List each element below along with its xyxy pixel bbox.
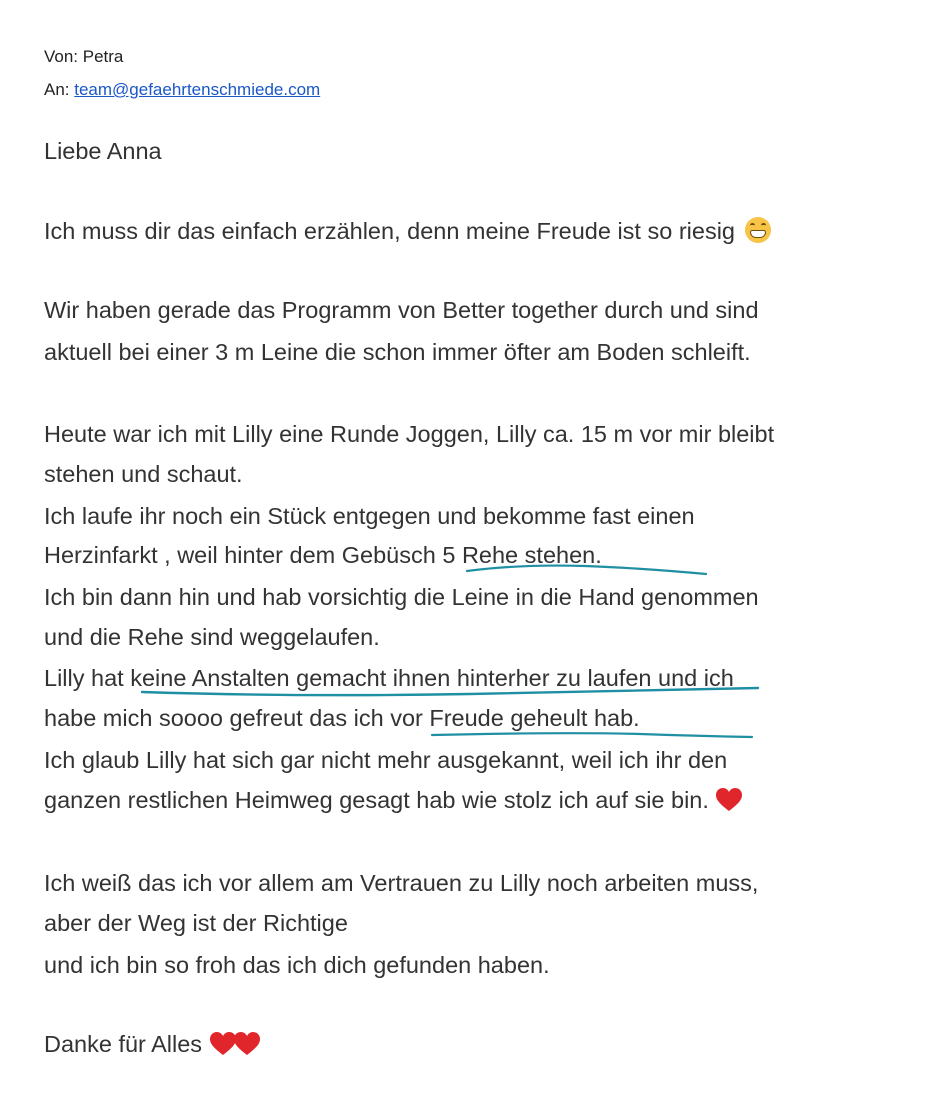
body-line: Ich bin dann hin und hab vorsichtig die Leine in die Hand genommen	[44, 584, 759, 610]
grinning-face-icon	[745, 217, 771, 243]
body-line	[44, 216, 771, 246]
body-line: stehen und schaut.	[44, 461, 243, 487]
body-line: und die Rehe sind weggelaufen.	[44, 624, 380, 650]
closing-text: Danke für Alles	[44, 1031, 203, 1057]
recipient-prefix: An:	[44, 80, 75, 99]
body-line: habe mich soooo gefreut das ich vor Freude geheult hab.	[44, 705, 640, 731]
recipient-line	[44, 80, 320, 100]
body-line-text: Ich muss dir das einfach erzählen, denn meine Freude ist so riesig	[44, 218, 735, 244]
body-line: Wir haben gerade das Programm von Better together durch und sind	[44, 297, 759, 323]
recipient-email-link[interactable]: team@gefaehrtenschmiede.com	[74, 80, 321, 99]
red-heart-icon	[233, 1031, 261, 1057]
body-line-text: ganzen restlichen Heimweg gesagt hab wie stolz ich auf sie bin.	[44, 787, 709, 813]
body-line: Herzinfarkt , weil hinter dem Gebüsch 5 Rehe stehen.	[44, 542, 602, 568]
body-line: Lilly hat keine Anstalten gemacht ihnen hinterher zu laufen und ich	[44, 665, 734, 691]
body-line: Ich weiß das ich vor allem am Vertrauen zu Lilly noch arbeiten muss,	[44, 870, 759, 896]
sender-line: Von: Petra	[44, 47, 124, 66]
body-line: aktuell bei einer 3 m Leine die schon immer öfter am Boden schleift.	[44, 339, 751, 365]
body-line: Ich glaub Lilly hat sich gar nicht mehr ausgekannt, weil ich ihr den	[44, 747, 728, 773]
body-line: Heute war ich mit Lilly eine Runde Joggen, Lilly ca. 15 m vor mir bleibt	[44, 421, 775, 447]
red-heart-icon	[715, 787, 743, 813]
greeting: Liebe Anna	[44, 138, 162, 164]
body-line: und ich bin so froh das ich dich gefunden haben.	[44, 952, 550, 978]
body-line: aber der Weg ist der Richtige	[44, 910, 348, 936]
closing-line	[44, 1029, 261, 1059]
body-line: Ich laufe ihr noch ein Stück entgegen und bekomme fast einen	[44, 503, 695, 529]
body-line	[44, 785, 743, 815]
underline-freude	[432, 733, 752, 737]
